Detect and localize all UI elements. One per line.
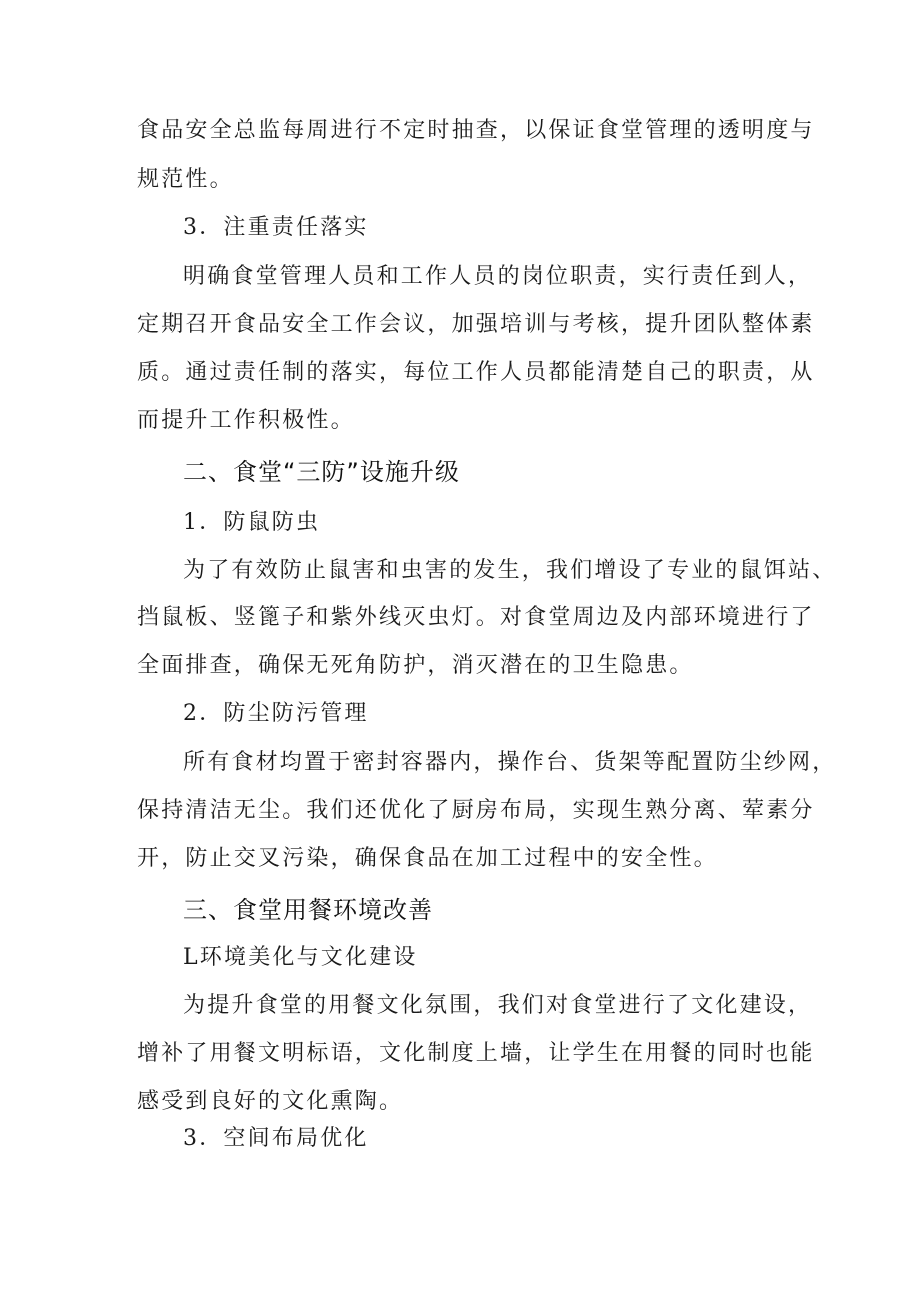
section-heading: 三、食堂用餐环境改善: [183, 896, 433, 924]
paragraph-line: 质。通过责任制的落实，每位工作人员都能清楚自己的职责，从: [137, 360, 815, 385]
paragraph-line: 食品安全总监每周进行不定时抽查，以保证食堂管理的透明度与: [137, 118, 815, 143]
paragraph-line: 开，防止交叉污染，确保食品在加工过程中的安全性。: [137, 846, 718, 871]
subsection-title: 1．防鼠防虫: [183, 510, 321, 535]
paragraph-line: 规范性。: [137, 167, 234, 192]
paragraph-line: 而提升工作积极性。: [137, 408, 355, 433]
paragraph-line: 全面排查，确保无死角防护，消灭潜在的卫生隐患。: [137, 653, 694, 678]
subsection-title: 3．注重责任落实: [183, 215, 369, 240]
paragraph-line: 保持清洁无尘。我们还优化了厨房布局，实现生熟分离、荤素分: [137, 798, 815, 823]
paragraph-line: 定期召开食品安全工作会议，加强培训与考核，提升团队整体素: [137, 312, 815, 337]
paragraph-line: 为了有效防止鼠害和虫害的发生，我们增设了专业的鼠饵站、: [183, 558, 837, 583]
paragraph-line: 增补了用餐文明标语，文化制度上墙，让学生在用餐的同时也能: [137, 1041, 815, 1066]
paragraph-line: 所有食材均置于密封容器内，操作台、货架等配置防尘纱网，: [183, 750, 837, 775]
paragraph-line: 挡鼠板、竖篦子和紫外线灭虫灯。对食堂周边及内部环境进行了: [137, 605, 815, 630]
paragraph-line: 明确食堂管理人员和工作人员的岗位职责，实行责任到人，: [183, 264, 813, 289]
subsection-title: 3．空间布局优化: [183, 1126, 369, 1151]
section-heading: 二、食堂“三防”设施升级: [183, 458, 460, 486]
paragraph-line: 为提升食堂的用餐文化氛围，我们对食堂进行了文化建设，: [183, 993, 813, 1018]
subsection-title: 2．防尘防污管理: [183, 701, 369, 726]
paragraph-line: 感受到良好的文化熏陶。: [137, 1089, 404, 1114]
subsection-title: L环境美化与文化建设: [183, 945, 418, 970]
